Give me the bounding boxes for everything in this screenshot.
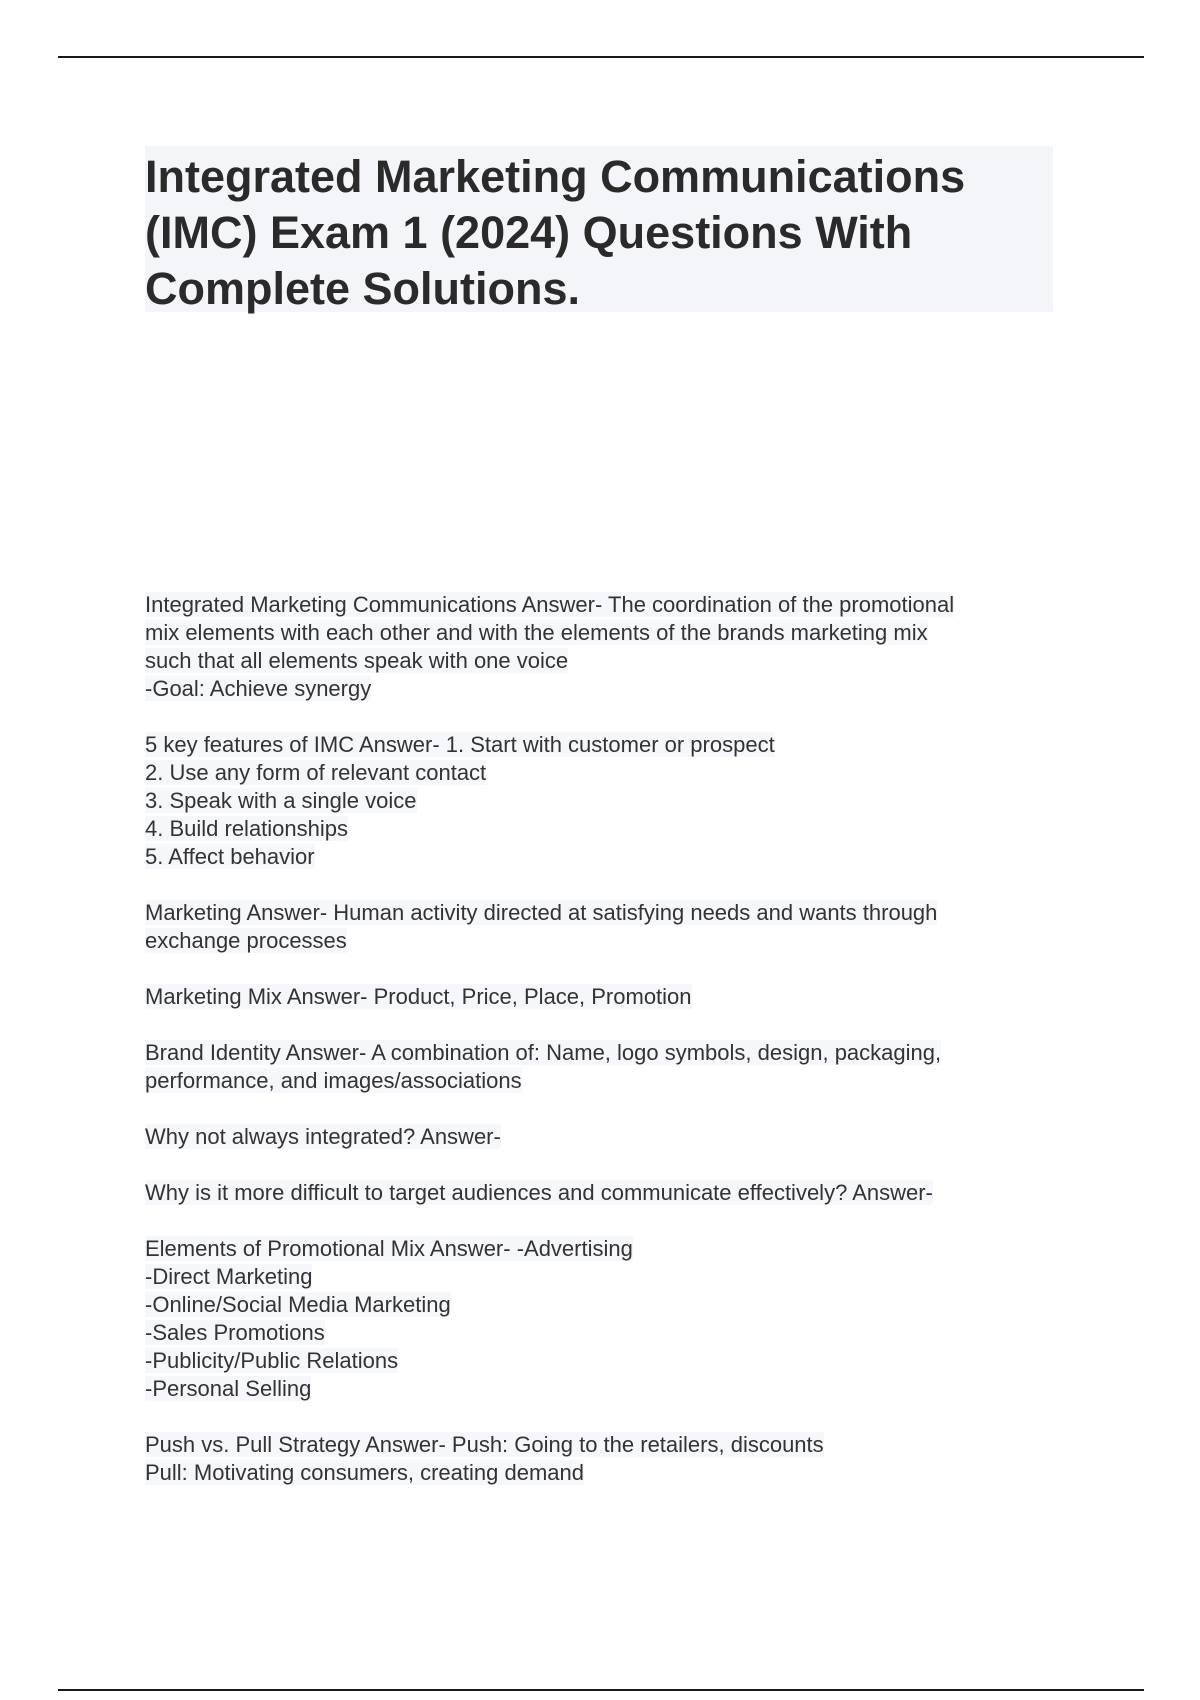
qa-entry: Why not always integrated? Answer- xyxy=(145,1124,501,1149)
qa-entry: Push vs. Pull Strategy Answer- Push: Going to the retailers, discounts Pull: Motivating consumers, creating demand xyxy=(145,1432,824,1485)
page-title: Integrated Marketing Communications (IMC) Exam 1 (2024) Questions With Complete Solutions. xyxy=(145,151,966,314)
qa-list xyxy=(145,591,1055,1515)
title-block xyxy=(145,146,1053,312)
header-rule xyxy=(58,56,1144,58)
qa-entry: Marketing Mix Answer- Product, Price, Place, Promotion xyxy=(145,984,692,1009)
qa-entry: Brand Identity Answer- A combination of: Name, logo symbols, design, packaging, performance, and images/associations xyxy=(145,1040,942,1093)
qa-entry: 5 key features of IMC Answer- 1. Start with customer or prospect 2. Use any form of relevant contact 3. Speak with a single voice 4. Build relationships 5. Affect behavior xyxy=(145,732,775,869)
qa-entry: Why is it more difficult to target audiences and communicate effectively? Answer- xyxy=(145,1180,933,1205)
qa-entry: Integrated Marketing Communications Answer- The coordination of the promotional mix elements with each other and with the elements of the brands marketing mix such that all elements speak with one voice -Goal: Achieve synergy xyxy=(145,592,955,701)
footer-rule xyxy=(58,1689,1144,1691)
qa-entry: Marketing Answer- Human activity directed at satisfying needs and wants through exchange processes xyxy=(145,900,938,953)
qa-entry: Elements of Promotional Mix Answer- -Advertising -Direct Marketing -Online/Social Media Marketing -Sales Promotions -Publicity/Public Relations -Personal Selling xyxy=(145,1236,633,1401)
